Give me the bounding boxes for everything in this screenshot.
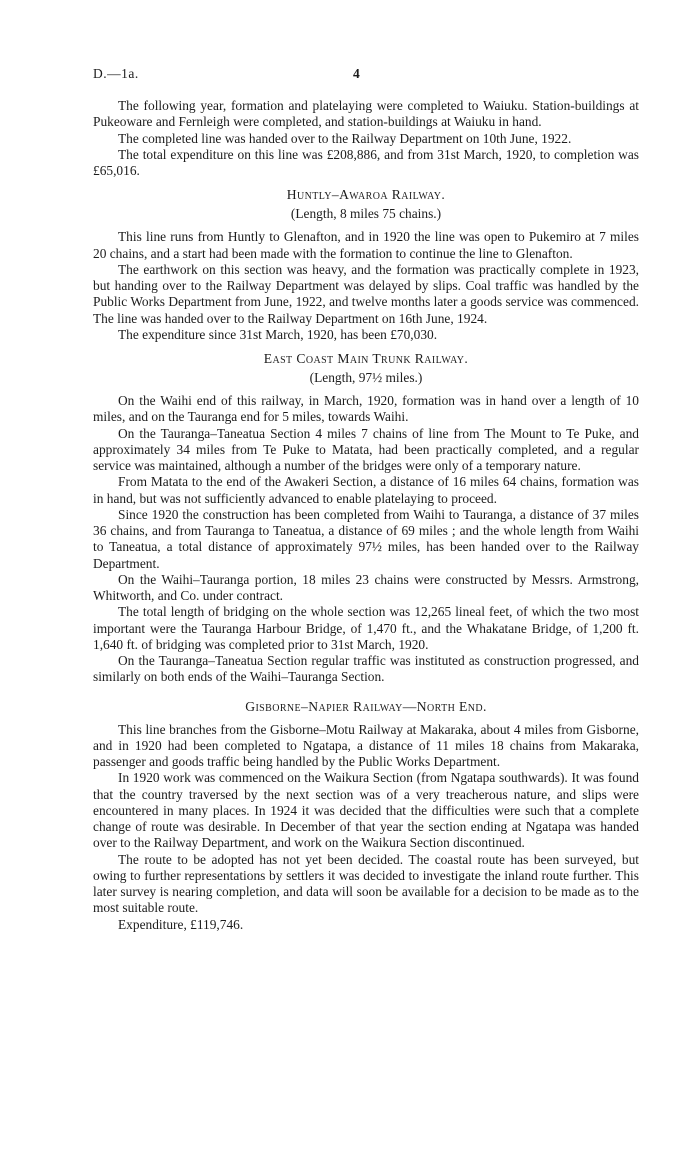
paragraph: The expenditure since 31st March, 1920, has been £70,030. <box>118 326 438 342</box>
page-body <box>93 98 639 933</box>
paragraph: This line runs from Huntly to Glenafton, and in 1920 the line was open to Pukemiro at 7 miles 20 chains, and a start had been made with the formation to continue the line to Glenafton. <box>93 229 639 261</box>
section-east-coast <box>93 350 639 686</box>
section-title: East Coast Main Trunk Railway. <box>263 351 469 366</box>
page-number: 4 <box>353 66 360 81</box>
paragraph: The route to be adopted has not yet been decided. The coastal route has been surveyed, but owing to further representations by settlers it was decided to investigate the inland route further. This later survey is nearing completion, and data will soon be available for a decision to be made as to the most suitable route. <box>93 851 639 916</box>
paragraph: On the Tauranga–Taneatua Section 4 miles 7 chains of line from The Mount to Te Puke, and approximately 34 miles from Te Puke to Matata, had been practically completed, and a regular service was maintained, although a number of the bridges were only of a temporary nature. <box>93 425 639 473</box>
section-title: Huntly–Awaroa Railway. <box>286 187 446 203</box>
paragraph: On the Waihi end of this railway, in March, 1920, formation was in hand over a length of 10 miles, and on the Tauranga end for 5 miles, towards Waihi. <box>93 393 639 425</box>
paragraph: The completed line was handed over to the Railway Department on 10th June, 1922. <box>118 130 572 146</box>
section-gisborne-napier <box>93 698 639 933</box>
paragraph: On the Waihi–Tauranga portion, 18 miles 23 chains were constructed by Messrs. Armstrong, Whitworth, and Co. under contract. <box>93 571 639 603</box>
page-header <box>93 66 639 86</box>
paragraph: From Matata to the end of the Awakeri Section, a distance of 16 miles 64 chains, formation was in hand, but was not sufficiently advanced to enable platelaying to proceed. <box>93 474 639 506</box>
paragraph: Since 1920 the construction has been completed from Waihi to Tauranga, a distance of 37 miles 36 chains, and from Tauranga to Taneatua, a distance of 69 miles ; and the whole length from Waihi to Taneatua, a total distance of approximately 97½ miles, has been handed over to the Railway Department. <box>93 506 639 571</box>
paragraph: On the Tauranga–Taneatua Section regular traffic was instituted as construction progressed, and similarly on both ends of the Waihi–Tauranga Section. <box>93 653 639 685</box>
paragraph: This line branches from the Gisborne–Motu Railway at Makaraka, about 4 miles from Gisborne, and in 1920 had been completed to Ngatapa, a distance of 11 miles 18 chains from Makaraka, passenger and goods traffic being handled by the Public Works Department. <box>93 721 639 769</box>
section-subtitle: (Length, 97½ miles.) <box>309 370 423 385</box>
paragraph: The earthwork on this section was heavy, and the formation was practically complete in 1923, but handing over to the Railway Department was delayed by slips. Coal traffic was handled by the Public Works Department from June, 1922, and twelve months later a goods service was commenced. The line was handed over to the Railway Department on 16th June, 1924. <box>93 261 639 326</box>
paragraph: The total expenditure on this line was £208,886, and from 31st March, 1920, to completion was £65,016. <box>93 146 639 178</box>
paragraph: In 1920 work was commenced on the Waikura Section (from Ngatapa southwards). It was found that the country traversed by the next section was of a very treacherous nature, and slips were encountered in many places. In 1924 it was decided that the difficulties were such that a complete change of route was desirable. In December of that year the section ending at Ngatapa was handed over to the Railway Department, and work on the Waikura Section discontinued. <box>93 770 639 851</box>
paragraph: The following year, formation and platelaying were completed to Waiuku. Station-buildings at Pukeoware and Fernleigh were completed, and station-buildings at Waiuku in hand. <box>93 98 639 130</box>
section-title: Gisborne–Napier Railway—North End. <box>245 698 487 714</box>
paragraph: Expenditure, £119,746. <box>118 916 244 932</box>
intro-section <box>93 98 639 179</box>
section-subtitle: (Length, 8 miles 75 chains.) <box>290 206 442 222</box>
paragraph: The total length of bridging on the whole section was 12,265 lineal feet, of which the two most important were the Tauranga Harbour Bridge, of 1,470 ft., and the Whakatane Bridge, of 1,200 ft. 1,640 ft. of bridging was completed prior to 31st March, 1920. <box>93 604 639 652</box>
report-reference: D.—1a. <box>93 66 139 81</box>
section-huntly-awaroa <box>93 186 639 343</box>
